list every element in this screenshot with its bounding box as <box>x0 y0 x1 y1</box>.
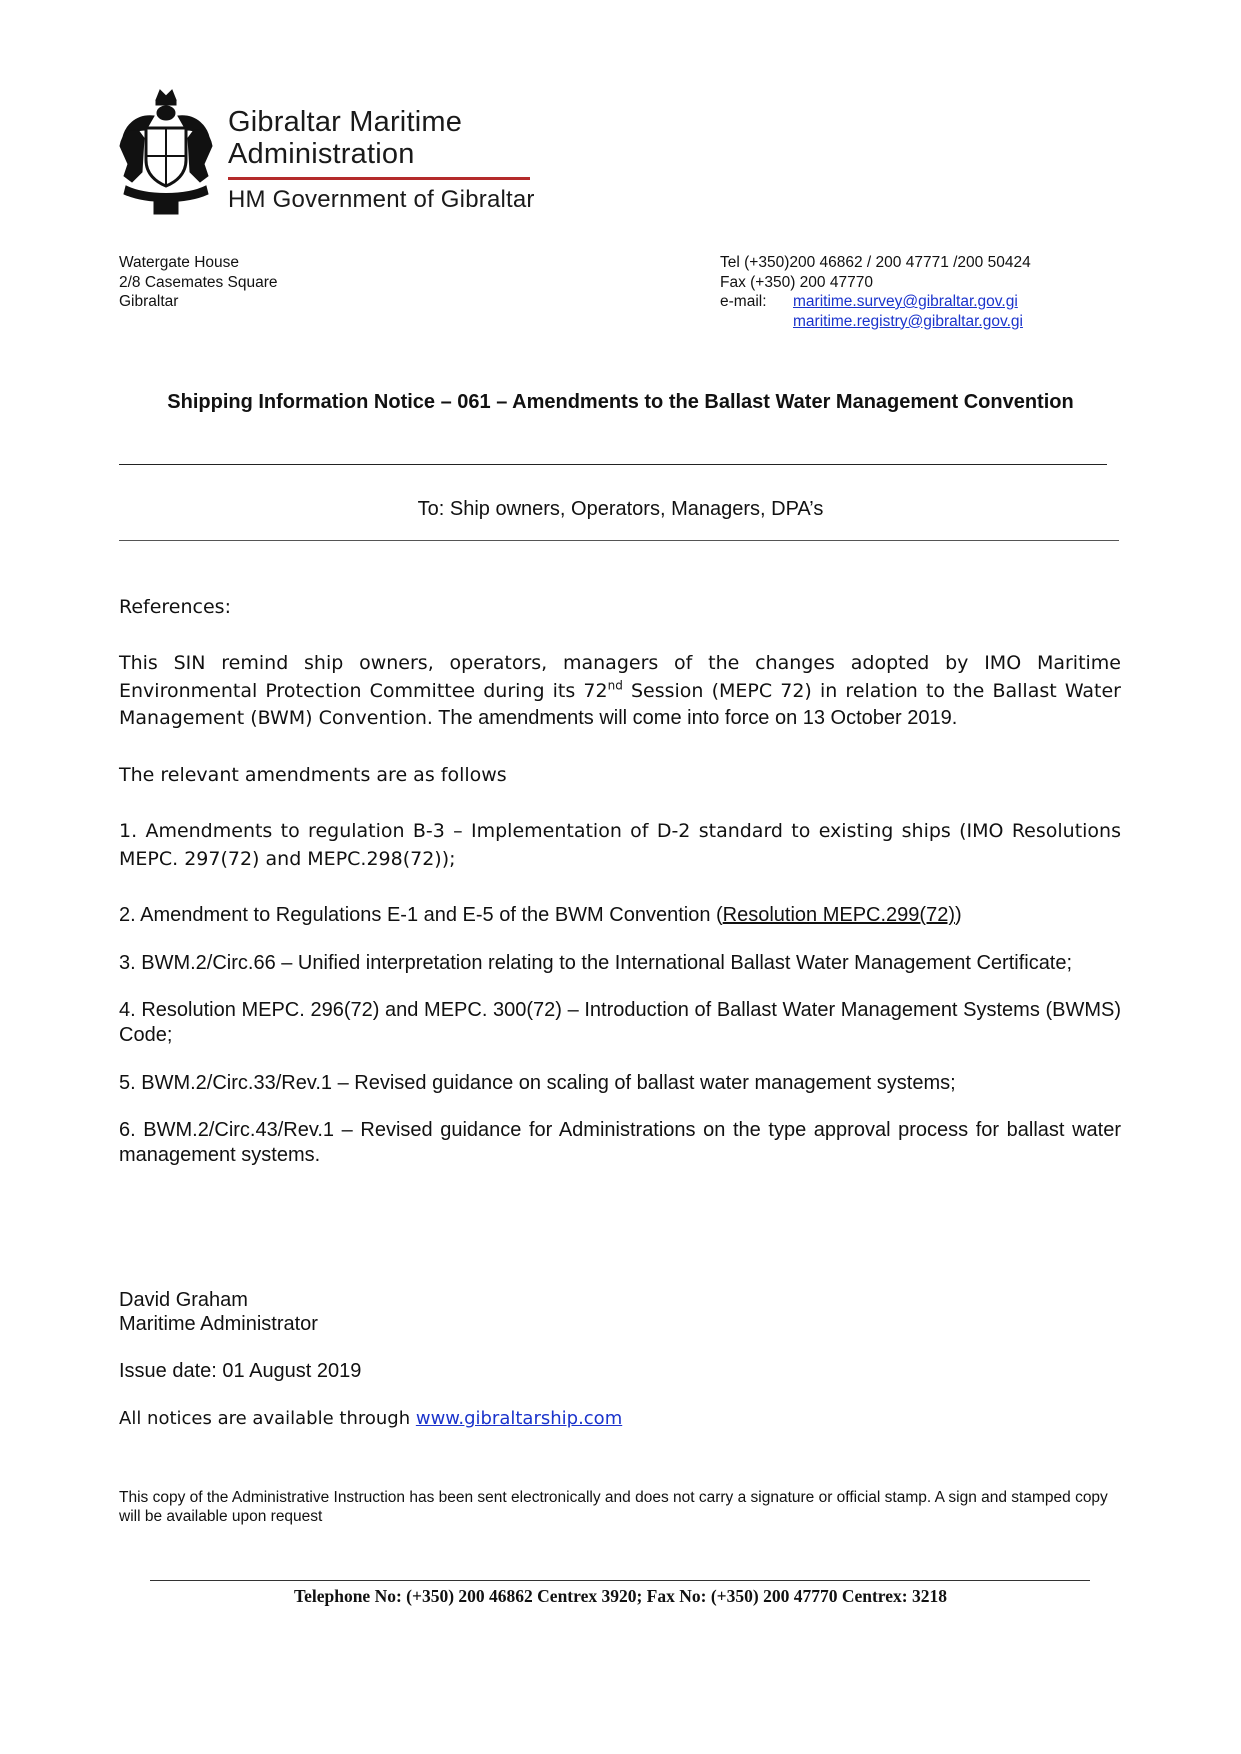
notices-line <box>119 1408 622 1429</box>
amendment-item-6: 6. BWM.2/Circ.43/Rev.1 – Revised guidance for Administrations on the type approval process for ballast water management systems. <box>119 1119 1121 1166</box>
intro-text-1: This SIN remind ship owners, operators, managers of the changes adopted by IMO Maritime Environmental Protection Committee during its 72 <box>119 652 1121 702</box>
website-link[interactable]: www.gibraltarship.com <box>415 1408 623 1429</box>
email-label: e-mail: <box>720 293 767 310</box>
notice-title: Shipping Information Notice – 061 – Amendments to the Ballast Water Management Convention <box>167 391 1074 413</box>
resolution-link[interactable]: Resolution MEPC.299(72) <box>722 904 955 926</box>
address-block <box>119 253 278 312</box>
references-heading: References: <box>119 596 231 618</box>
fax: Fax (+350) 200 47770 <box>720 273 873 291</box>
divider-top <box>119 464 1107 465</box>
amendment-item-2 <box>119 902 1121 930</box>
signatory-title: Maritime Administrator <box>119 1313 318 1335</box>
relevant-heading: The relevant amendments are as follows <box>119 764 507 786</box>
amendment-item-4: 4. Resolution MEPC. 296(72) and MEPC. 300(72) – Introduction of Ballast Water Management Systems (BWMS) Code; <box>119 999 1121 1046</box>
email-row <box>720 292 1031 312</box>
intro-superscript: nd <box>607 678 623 693</box>
contact-block <box>720 253 1031 331</box>
item2-close: ) <box>955 904 962 926</box>
signatory-name: David Graham <box>119 1289 248 1311</box>
org-red-divider <box>228 177 530 180</box>
amendment-item-5: 5. BWM.2/Circ.33/Rev.1 – Revised guidance on scaling of ballast water management systems; <box>119 1072 956 1094</box>
intro-paragraph <box>119 650 1121 733</box>
org-subtitle: HM Government of Gibraltar <box>228 186 535 213</box>
address-line-2: 2/8 Casemates Square <box>119 273 278 291</box>
issue-date: Issue date: 01 August 2019 <box>119 1360 362 1382</box>
intro-text-3: The amendments will come into force on 13 October 2019. <box>432 707 958 729</box>
address-line-3: Gibraltar <box>119 293 179 310</box>
email-row-2 <box>720 312 1031 332</box>
org-name-line-1: Gibraltar Maritime <box>228 106 463 138</box>
address-line-1: Watergate House <box>119 254 240 271</box>
signature-block <box>119 1288 318 1336</box>
email-registry-link[interactable]: maritime.registry@gibraltar.gov.gi <box>793 312 1023 330</box>
amendment-item-1: 1. Amendments to regulation B-3 – Implementation of D-2 standard to existing ships (IMO Resolutions MEPC. 297(72) and MEPC.298(72)); <box>119 820 1121 870</box>
email-survey-link[interactable]: maritime.survey@gibraltar.gov.gi <box>793 293 1018 310</box>
org-name-line-2: Administration <box>228 138 415 170</box>
item2-text: 2. Amendment to Regulations E-1 and E-5 of the BWM Convention ( <box>119 904 723 926</box>
intro-text-2: Session (MEPC 72) in relation to the Ballast Water Management (BWM) Convention. <box>119 679 1121 729</box>
notices-text: All notices are available through <box>119 1408 416 1429</box>
amendment-item-3: 3. BWM.2/Circ.66 – Unified interpretation relating to the International Ballast Water Management Certificate; <box>119 952 1073 974</box>
telephone: Tel (+350)200 46862 / 200 47771 /200 50424 <box>720 254 1031 271</box>
recipients: To: Ship owners, Operators, Managers, DPA’s <box>417 498 824 520</box>
divider-bottom <box>119 540 1119 541</box>
gibraltar-crest-icon <box>116 86 216 218</box>
footer-divider <box>150 1580 1090 1581</box>
footer-contact: Telephone No: (+350) 200 46862 Centrex 3920; Fax No: (+350) 200 47770 Centrex: 3218 <box>294 1586 947 1606</box>
disclaimer: This copy of the Administrative Instruction has been sent electronically and does not carry a signature or official stamp. A sign and stamped copy will be available upon request <box>119 1489 1108 1525</box>
